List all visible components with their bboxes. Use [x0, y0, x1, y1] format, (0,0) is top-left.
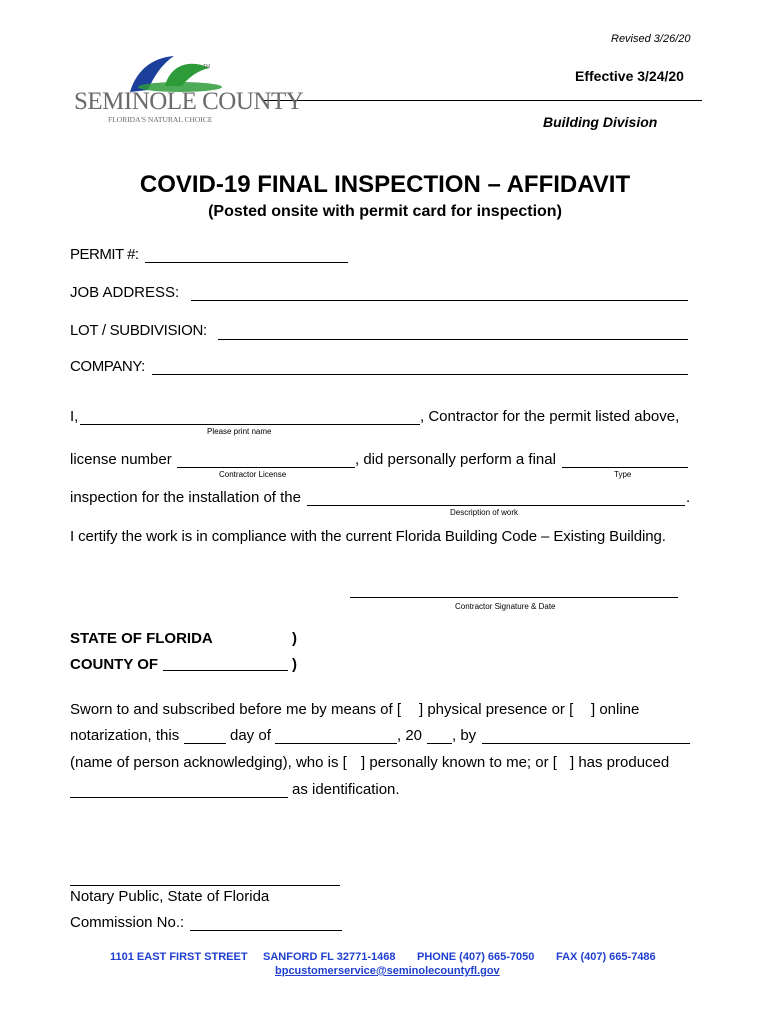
header-rule — [262, 100, 702, 101]
contractor-text: , Contractor for the permit listed above, — [420, 408, 680, 425]
sworn-line-3c: ] has produced — [570, 754, 670, 771]
inspection-prefix: inspection for the installation of the — [70, 489, 301, 506]
sworn-line-2b: day of — [230, 727, 271, 744]
type-hint: Type — [614, 470, 632, 479]
svg-text:TM: TM — [203, 64, 211, 70]
did-perform-text: , did personally perform a final — [355, 451, 556, 468]
description-hint: Description of work — [450, 508, 519, 517]
footer-phone: PHONE (407) 665-7050 — [417, 951, 535, 963]
job-address-input-line[interactable] — [191, 300, 688, 301]
sworn-line-4: as identification. — [292, 781, 400, 798]
contractor-signature-line[interactable] — [350, 597, 678, 598]
day-input-line[interactable] — [184, 743, 226, 744]
sworn-line-1c: ] online — [591, 701, 640, 718]
sworn-line-2d: , by — [452, 727, 477, 744]
commission-label: Commission No.: — [70, 914, 185, 931]
company-label: COMPANY: — [70, 358, 145, 375]
sworn-line-1a: Sworn to and subscribed before me by means of [ — [70, 701, 402, 718]
county-paren: ) — [292, 656, 297, 673]
lot-subdivision-input-line[interactable] — [218, 339, 688, 340]
footer-city: SANFORD FL 32771-1468 — [263, 951, 396, 963]
license-number-line[interactable] — [177, 467, 355, 468]
county-label: COUNTY OF — [70, 656, 159, 673]
sworn-line-3a: (name of person acknowledging), who is [ — [70, 754, 347, 771]
permit-label: PERMIT #: — [70, 246, 139, 263]
sworn-line-2a: notarization, this — [70, 727, 180, 744]
form-subtitle: (Posted onsite with permit card for inspection) — [208, 203, 562, 220]
footer-fax: FAX (407) 665-7486 — [556, 951, 656, 963]
footer-address: 1101 EAST FIRST STREET — [110, 951, 248, 963]
form-title: COVID-19 FINAL INSPECTION – AFFIDAVIT — [139, 171, 631, 198]
logo-tagline: FLORIDA'S NATURAL CHOICE — [108, 115, 213, 124]
work-description-line[interactable] — [307, 505, 685, 506]
commission-input-line[interactable] — [190, 930, 342, 931]
revised-date: Revised 3/26/20 — [611, 33, 691, 45]
logo-wordmark: SEMINOLE COUNTY — [74, 88, 304, 115]
sworn-line-3b: ] personally known to me; or [ — [361, 754, 557, 771]
print-name-hint: Please print name — [207, 427, 272, 436]
sworn-line-1b: ] physical presence or [ — [419, 701, 574, 718]
company-input-line[interactable] — [152, 374, 688, 375]
job-address-label: JOB ADDRESS: — [70, 284, 180, 301]
i-prefix: I, — [70, 408, 79, 425]
contractor-name-line[interactable] — [80, 424, 420, 425]
signature-hint: Contractor Signature & Date — [455, 602, 556, 611]
period: . — [686, 489, 691, 506]
year-input-line[interactable] — [427, 743, 452, 744]
certify-statement: I certify the work is in compliance with the current Florida Building Code – Existing Building. — [70, 528, 666, 545]
contractor-license-hint: Contractor License — [219, 470, 287, 479]
effective-date: Effective 3/24/20 — [575, 68, 684, 84]
permit-input-line[interactable] — [145, 262, 348, 263]
acknowledger-input-line[interactable] — [482, 743, 690, 744]
state-label: STATE OF FLORIDA — [70, 630, 213, 647]
lot-subdivision-label: LOT / SUBDIVISION: — [70, 322, 207, 339]
division-label: Building Division — [543, 114, 658, 130]
license-prefix: license number — [70, 451, 172, 468]
sworn-line-2c: , 20 — [397, 727, 423, 744]
county-input-line[interactable] — [163, 670, 288, 671]
footer-email-link[interactable]: bpcustomerservice@seminolecountyfl.gov — [275, 965, 500, 977]
notary-signature-line[interactable] — [70, 885, 340, 886]
identification-input-line[interactable] — [70, 797, 288, 798]
inspection-type-line[interactable] — [562, 467, 688, 468]
month-input-line[interactable] — [275, 743, 397, 744]
notary-public-label: Notary Public, State of Florida — [70, 888, 270, 905]
seminole-county-logo — [70, 50, 304, 128]
state-paren: ) — [292, 630, 297, 647]
